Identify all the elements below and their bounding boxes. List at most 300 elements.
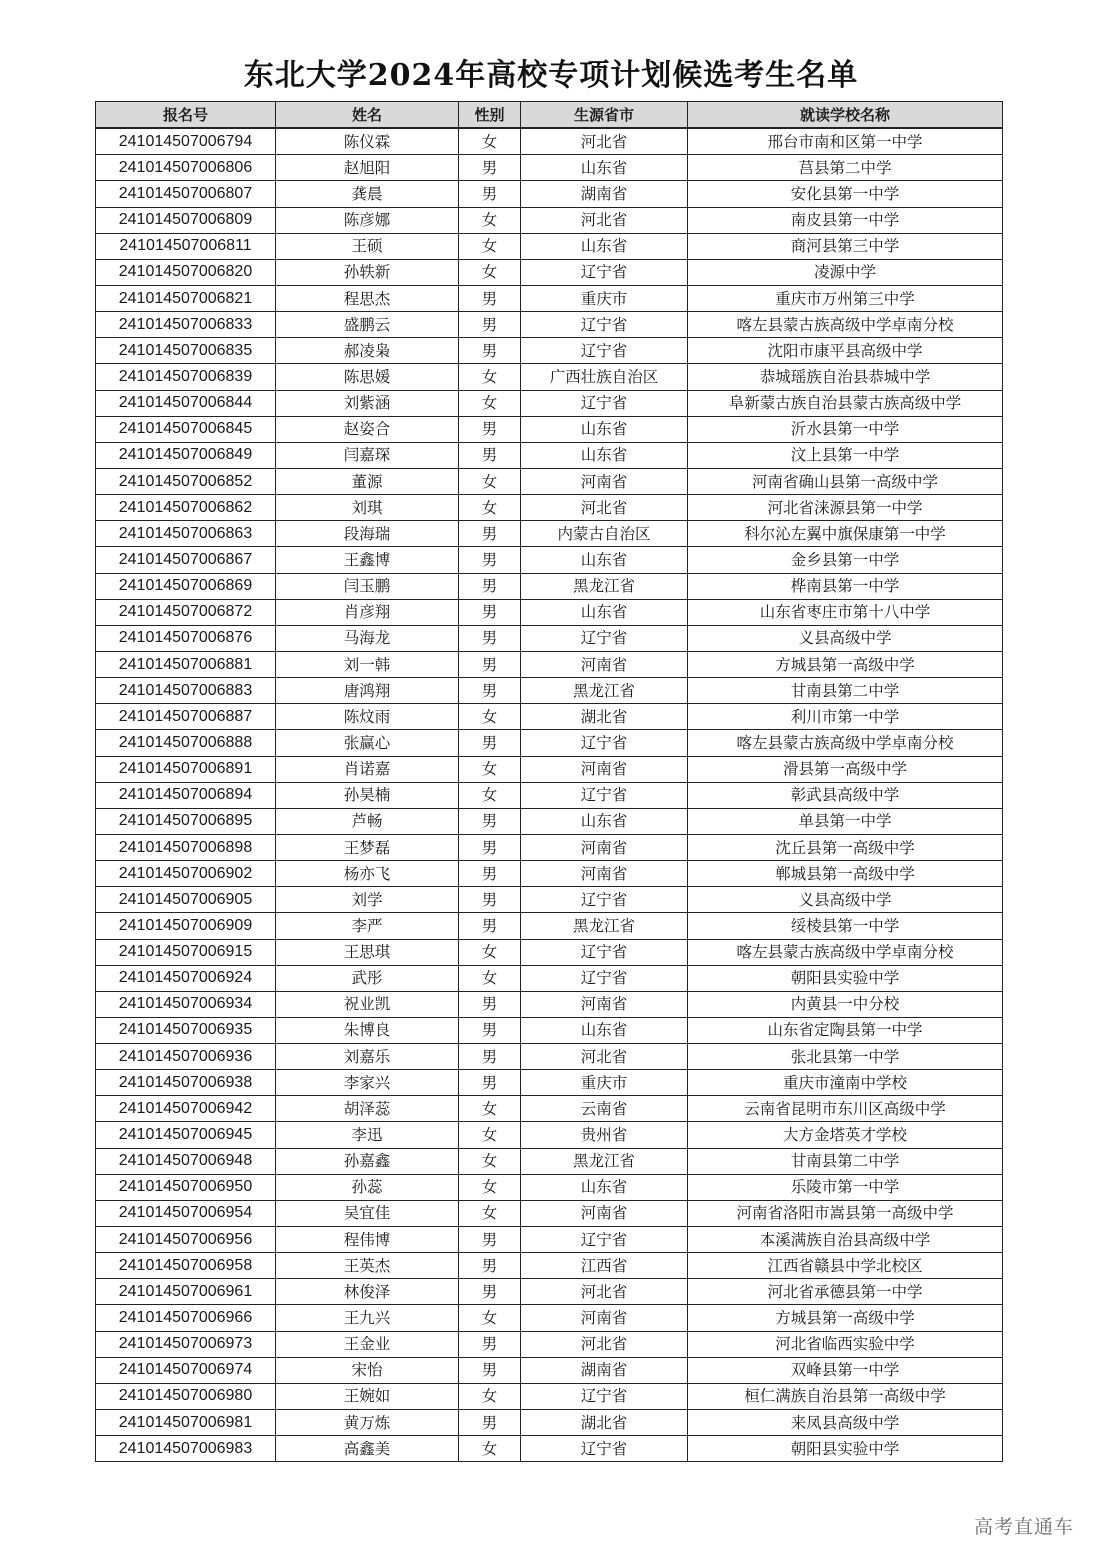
cell-school: 单县第一中学 bbox=[688, 808, 1003, 834]
cell-registration-no: 241014507006862 bbox=[96, 495, 276, 521]
cell-province: 重庆市 bbox=[521, 285, 688, 311]
cell-gender: 女 bbox=[459, 1148, 521, 1174]
cell-registration-no: 241014507006867 bbox=[96, 547, 276, 573]
cell-name: 刘紫涵 bbox=[276, 390, 459, 416]
cell-gender: 女 bbox=[459, 965, 521, 991]
table-row bbox=[96, 416, 1003, 442]
cell-province: 河南省 bbox=[521, 756, 688, 782]
cell-province: 山东省 bbox=[521, 808, 688, 834]
cell-name: 武彤 bbox=[276, 965, 459, 991]
cell-gender: 女 bbox=[459, 756, 521, 782]
table-row bbox=[96, 625, 1003, 651]
table-row bbox=[96, 1410, 1003, 1436]
cell-school: 汶上县第一中学 bbox=[688, 442, 1003, 468]
cell-registration-no: 241014507006966 bbox=[96, 1305, 276, 1331]
cell-school: 安化县第一中学 bbox=[688, 181, 1003, 207]
cell-name: 林俊泽 bbox=[276, 1279, 459, 1305]
cell-name: 陈彦娜 bbox=[276, 207, 459, 233]
cell-province: 河北省 bbox=[521, 128, 688, 155]
table-row bbox=[96, 364, 1003, 390]
table-row bbox=[96, 181, 1003, 207]
cell-gender: 男 bbox=[459, 338, 521, 364]
cell-name: 杨亦飞 bbox=[276, 861, 459, 887]
cell-school: 喀左县蒙古族高级中学卓南分校 bbox=[688, 312, 1003, 338]
table-row bbox=[96, 1357, 1003, 1383]
cell-gender: 女 bbox=[459, 939, 521, 965]
cell-province: 辽宁省 bbox=[521, 1436, 688, 1462]
cell-registration-no: 241014507006924 bbox=[96, 965, 276, 991]
table-row bbox=[96, 155, 1003, 181]
table-row bbox=[96, 991, 1003, 1017]
cell-province: 重庆市 bbox=[521, 1070, 688, 1096]
cell-gender: 男 bbox=[459, 181, 521, 207]
cell-name: 闫玉鹏 bbox=[276, 573, 459, 599]
cell-province: 贵州省 bbox=[521, 1122, 688, 1148]
table-row bbox=[96, 1148, 1003, 1174]
cell-school: 绥棱县第一中学 bbox=[688, 913, 1003, 939]
cell-school: 内黄县一中分校 bbox=[688, 991, 1003, 1017]
table-row bbox=[96, 1122, 1003, 1148]
cell-school: 桦南县第一中学 bbox=[688, 573, 1003, 599]
cell-registration-no: 241014507006898 bbox=[96, 834, 276, 860]
cell-school: 山东省枣庄市第十八中学 bbox=[688, 599, 1003, 625]
cell-province: 辽宁省 bbox=[521, 887, 688, 913]
cell-school: 方城县第一高级中学 bbox=[688, 1305, 1003, 1331]
cell-name: 赵姿合 bbox=[276, 416, 459, 442]
cell-registration-no: 241014507006863 bbox=[96, 521, 276, 547]
cell-registration-no: 241014507006891 bbox=[96, 756, 276, 782]
table-header bbox=[96, 102, 1003, 129]
cell-registration-no: 241014507006980 bbox=[96, 1383, 276, 1409]
cell-school: 恭城瑶族自治县恭城中学 bbox=[688, 364, 1003, 390]
cell-province: 河北省 bbox=[521, 1331, 688, 1357]
cell-province: 河北省 bbox=[521, 1279, 688, 1305]
cell-registration-no: 241014507006974 bbox=[96, 1357, 276, 1383]
cell-name: 马海龙 bbox=[276, 625, 459, 651]
cell-registration-no: 241014507006938 bbox=[96, 1070, 276, 1096]
cell-school: 来凤县高级中学 bbox=[688, 1410, 1003, 1436]
cell-gender: 男 bbox=[459, 599, 521, 625]
cell-province: 河南省 bbox=[521, 834, 688, 860]
cell-gender: 女 bbox=[459, 233, 521, 259]
table-row bbox=[96, 1305, 1003, 1331]
cell-gender: 男 bbox=[459, 1227, 521, 1253]
cell-gender: 女 bbox=[459, 782, 521, 808]
cell-school: 河北省涞源县第一中学 bbox=[688, 495, 1003, 521]
cell-province: 湖南省 bbox=[521, 1357, 688, 1383]
cell-name: 王婉如 bbox=[276, 1383, 459, 1409]
cell-name: 陈思媛 bbox=[276, 364, 459, 390]
table-row bbox=[96, 704, 1003, 730]
cell-province: 云南省 bbox=[521, 1096, 688, 1122]
cell-name: 王思琪 bbox=[276, 939, 459, 965]
cell-gender: 男 bbox=[459, 625, 521, 651]
cell-gender: 男 bbox=[459, 1357, 521, 1383]
cell-school: 喀左县蒙古族高级中学卓南分校 bbox=[688, 730, 1003, 756]
header-name: 姓名 bbox=[276, 102, 459, 129]
table-row bbox=[96, 573, 1003, 599]
cell-registration-no: 241014507006958 bbox=[96, 1253, 276, 1279]
cell-name: 李家兴 bbox=[276, 1070, 459, 1096]
cell-school: 沈阳市康平县高级中学 bbox=[688, 338, 1003, 364]
cell-registration-no: 241014507006956 bbox=[96, 1227, 276, 1253]
cell-province: 辽宁省 bbox=[521, 965, 688, 991]
cell-school: 重庆市潼南中学校 bbox=[688, 1070, 1003, 1096]
cell-province: 黑龙江省 bbox=[521, 678, 688, 704]
cell-registration-no: 241014507006945 bbox=[96, 1122, 276, 1148]
cell-gender: 男 bbox=[459, 1279, 521, 1305]
cell-name: 程思杰 bbox=[276, 285, 459, 311]
cell-registration-no: 241014507006845 bbox=[96, 416, 276, 442]
cell-registration-no: 241014507006881 bbox=[96, 651, 276, 677]
cell-province: 辽宁省 bbox=[521, 390, 688, 416]
cell-province: 辽宁省 bbox=[521, 1227, 688, 1253]
cell-name: 祝业凯 bbox=[276, 991, 459, 1017]
cell-province: 辽宁省 bbox=[521, 259, 688, 285]
cell-gender: 男 bbox=[459, 1331, 521, 1357]
cell-registration-no: 241014507006950 bbox=[96, 1174, 276, 1200]
cell-school: 邢台市南和区第一中学 bbox=[688, 128, 1003, 155]
cell-gender: 男 bbox=[459, 573, 521, 599]
cell-school: 云南省昆明市东川区高级中学 bbox=[688, 1096, 1003, 1122]
cell-gender: 男 bbox=[459, 1410, 521, 1436]
cell-name: 孙蕊 bbox=[276, 1174, 459, 1200]
cell-province: 辽宁省 bbox=[521, 1383, 688, 1409]
cell-registration-no: 241014507006811 bbox=[96, 233, 276, 259]
cell-province: 河北省 bbox=[521, 207, 688, 233]
table-row bbox=[96, 1070, 1003, 1096]
cell-gender: 女 bbox=[459, 468, 521, 494]
cell-registration-no: 241014507006942 bbox=[96, 1096, 276, 1122]
cell-school: 金乡县第一中学 bbox=[688, 547, 1003, 573]
cell-name: 吴宜佳 bbox=[276, 1200, 459, 1226]
cell-name: 赵旭阳 bbox=[276, 155, 459, 181]
table-row bbox=[96, 913, 1003, 939]
cell-province: 湖南省 bbox=[521, 181, 688, 207]
cell-gender: 男 bbox=[459, 1253, 521, 1279]
cell-province: 内蒙古自治区 bbox=[521, 521, 688, 547]
cell-school: 双峰县第一中学 bbox=[688, 1357, 1003, 1383]
cell-school: 彰武县高级中学 bbox=[688, 782, 1003, 808]
cell-province: 河南省 bbox=[521, 1200, 688, 1226]
cell-gender: 女 bbox=[459, 704, 521, 730]
cell-registration-no: 241014507006852 bbox=[96, 468, 276, 494]
cell-gender: 女 bbox=[459, 207, 521, 233]
table-row bbox=[96, 338, 1003, 364]
cell-province: 湖北省 bbox=[521, 704, 688, 730]
cell-province: 河南省 bbox=[521, 468, 688, 494]
table-row bbox=[96, 128, 1003, 155]
cell-name: 董源 bbox=[276, 468, 459, 494]
cell-gender: 男 bbox=[459, 1017, 521, 1043]
header-registration-no: 报名号 bbox=[96, 102, 276, 129]
cell-gender: 男 bbox=[459, 547, 521, 573]
cell-registration-no: 241014507006869 bbox=[96, 573, 276, 599]
cell-registration-no: 241014507006905 bbox=[96, 887, 276, 913]
cell-province: 河南省 bbox=[521, 991, 688, 1017]
cell-province: 广西壮族自治区 bbox=[521, 364, 688, 390]
cell-registration-no: 241014507006806 bbox=[96, 155, 276, 181]
cell-gender: 女 bbox=[459, 128, 521, 155]
table-row bbox=[96, 1044, 1003, 1070]
cell-name: 孙嘉鑫 bbox=[276, 1148, 459, 1174]
table-row bbox=[96, 468, 1003, 494]
cell-gender: 女 bbox=[459, 390, 521, 416]
cell-province: 辽宁省 bbox=[521, 782, 688, 808]
table-row bbox=[96, 285, 1003, 311]
cell-school: 商河县第三中学 bbox=[688, 233, 1003, 259]
cell-name: 王梦磊 bbox=[276, 834, 459, 860]
cell-gender: 男 bbox=[459, 913, 521, 939]
cell-gender: 男 bbox=[459, 991, 521, 1017]
table-row bbox=[96, 651, 1003, 677]
cell-gender: 男 bbox=[459, 730, 521, 756]
cell-school: 张北县第一中学 bbox=[688, 1044, 1003, 1070]
cell-school: 滑县第一高级中学 bbox=[688, 756, 1003, 782]
table-row bbox=[96, 861, 1003, 887]
cell-name: 龚晨 bbox=[276, 181, 459, 207]
cell-name: 张赢心 bbox=[276, 730, 459, 756]
cell-name: 宋怡 bbox=[276, 1357, 459, 1383]
cell-registration-no: 241014507006894 bbox=[96, 782, 276, 808]
cell-name: 王硕 bbox=[276, 233, 459, 259]
cell-registration-no: 241014507006895 bbox=[96, 808, 276, 834]
cell-registration-no: 241014507006883 bbox=[96, 678, 276, 704]
watermark: 高考直通车 bbox=[973, 1516, 1074, 1538]
table-row bbox=[96, 1383, 1003, 1409]
cell-gender: 男 bbox=[459, 887, 521, 913]
cell-school: 沈丘县第一高级中学 bbox=[688, 834, 1003, 860]
table-row bbox=[96, 1174, 1003, 1200]
cell-registration-no: 241014507006983 bbox=[96, 1436, 276, 1462]
cell-school: 桓仁满族自治县第一高级中学 bbox=[688, 1383, 1003, 1409]
cell-gender: 女 bbox=[459, 495, 521, 521]
cell-school: 义县高级中学 bbox=[688, 625, 1003, 651]
cell-registration-no: 241014507006888 bbox=[96, 730, 276, 756]
table-row bbox=[96, 1331, 1003, 1357]
page-title: 东北大学2024年高校专项计划候选考生名单 bbox=[243, 58, 859, 93]
table-row bbox=[96, 782, 1003, 808]
table-row bbox=[96, 1017, 1003, 1043]
cell-name: 李迅 bbox=[276, 1122, 459, 1148]
cell-name: 黄万炼 bbox=[276, 1410, 459, 1436]
cell-gender: 男 bbox=[459, 834, 521, 860]
cell-name: 孙昊楠 bbox=[276, 782, 459, 808]
table-row bbox=[96, 808, 1003, 834]
table-row bbox=[96, 678, 1003, 704]
cell-school: 河北省承德县第一中学 bbox=[688, 1279, 1003, 1305]
cell-registration-no: 241014507006876 bbox=[96, 625, 276, 651]
table-row bbox=[96, 1200, 1003, 1226]
table-row bbox=[96, 442, 1003, 468]
cell-school: 甘南县第二中学 bbox=[688, 1148, 1003, 1174]
cell-school: 利川市第一中学 bbox=[688, 704, 1003, 730]
cell-registration-no: 241014507006839 bbox=[96, 364, 276, 390]
cell-registration-no: 241014507006872 bbox=[96, 599, 276, 625]
cell-gender: 男 bbox=[459, 442, 521, 468]
cell-province: 山东省 bbox=[521, 442, 688, 468]
cell-registration-no: 241014507006887 bbox=[96, 704, 276, 730]
cell-registration-no: 241014507006954 bbox=[96, 1200, 276, 1226]
cell-school: 凌源中学 bbox=[688, 259, 1003, 285]
cell-name: 刘一韩 bbox=[276, 651, 459, 677]
cell-province: 山东省 bbox=[521, 1017, 688, 1043]
cell-name: 刘嘉乐 bbox=[276, 1044, 459, 1070]
table-row bbox=[96, 1096, 1003, 1122]
cell-school: 重庆市万州第三中学 bbox=[688, 285, 1003, 311]
cell-school: 河南省确山县第一高级中学 bbox=[688, 468, 1003, 494]
cell-name: 王九兴 bbox=[276, 1305, 459, 1331]
cell-gender: 女 bbox=[459, 1122, 521, 1148]
cell-school: 义县高级中学 bbox=[688, 887, 1003, 913]
cell-province: 山东省 bbox=[521, 599, 688, 625]
cell-gender: 女 bbox=[459, 1383, 521, 1409]
cell-school: 大方金塔英才学校 bbox=[688, 1122, 1003, 1148]
table-row bbox=[96, 390, 1003, 416]
cell-school: 莒县第二中学 bbox=[688, 155, 1003, 181]
cell-name: 闫嘉琛 bbox=[276, 442, 459, 468]
table-row bbox=[96, 965, 1003, 991]
table-row bbox=[96, 495, 1003, 521]
cell-registration-no: 241014507006961 bbox=[96, 1279, 276, 1305]
cell-name: 孙轶新 bbox=[276, 259, 459, 285]
cell-registration-no: 241014507006909 bbox=[96, 913, 276, 939]
cell-name: 唐鸿翔 bbox=[276, 678, 459, 704]
table-row bbox=[96, 730, 1003, 756]
cell-province: 辽宁省 bbox=[521, 939, 688, 965]
cell-gender: 女 bbox=[459, 1436, 521, 1462]
cell-gender: 女 bbox=[459, 1174, 521, 1200]
cell-school: 朝阳县实验中学 bbox=[688, 1436, 1003, 1462]
candidate-table bbox=[95, 101, 1003, 1462]
cell-registration-no: 241014507006794 bbox=[96, 128, 276, 155]
cell-name: 盛鹏云 bbox=[276, 312, 459, 338]
cell-school: 江西省赣县中学北校区 bbox=[688, 1253, 1003, 1279]
cell-gender: 男 bbox=[459, 416, 521, 442]
header-gender: 性别 bbox=[459, 102, 521, 129]
cell-province: 黑龙江省 bbox=[521, 913, 688, 939]
cell-gender: 女 bbox=[459, 1096, 521, 1122]
cell-registration-no: 241014507006936 bbox=[96, 1044, 276, 1070]
cell-school: 乐陵市第一中学 bbox=[688, 1174, 1003, 1200]
cell-school: 河南省洛阳市嵩县第一高级中学 bbox=[688, 1200, 1003, 1226]
cell-school: 方城县第一高级中学 bbox=[688, 651, 1003, 677]
cell-gender: 男 bbox=[459, 312, 521, 338]
table-row bbox=[96, 939, 1003, 965]
table-row bbox=[96, 233, 1003, 259]
cell-province: 黑龙江省 bbox=[521, 1148, 688, 1174]
cell-province: 辽宁省 bbox=[521, 338, 688, 364]
cell-registration-no: 241014507006902 bbox=[96, 861, 276, 887]
cell-province: 山东省 bbox=[521, 233, 688, 259]
cell-name: 肖诺嘉 bbox=[276, 756, 459, 782]
cell-registration-no: 241014507006820 bbox=[96, 259, 276, 285]
cell-school: 郸城县第一高级中学 bbox=[688, 861, 1003, 887]
cell-province: 黑龙江省 bbox=[521, 573, 688, 599]
cell-registration-no: 241014507006833 bbox=[96, 312, 276, 338]
cell-name: 肖彦翔 bbox=[276, 599, 459, 625]
cell-province: 河北省 bbox=[521, 1044, 688, 1070]
cell-name: 刘琪 bbox=[276, 495, 459, 521]
cell-registration-no: 241014507006915 bbox=[96, 939, 276, 965]
cell-gender: 女 bbox=[459, 364, 521, 390]
cell-province: 辽宁省 bbox=[521, 730, 688, 756]
cell-school: 山东省定陶县第一中学 bbox=[688, 1017, 1003, 1043]
cell-province: 河南省 bbox=[521, 1305, 688, 1331]
table-row bbox=[96, 887, 1003, 913]
cell-province: 山东省 bbox=[521, 547, 688, 573]
table-row bbox=[96, 259, 1003, 285]
cell-gender: 女 bbox=[459, 259, 521, 285]
cell-registration-no: 241014507006821 bbox=[96, 285, 276, 311]
cell-gender: 男 bbox=[459, 678, 521, 704]
table-row bbox=[96, 547, 1003, 573]
cell-province: 河南省 bbox=[521, 861, 688, 887]
cell-registration-no: 241014507006934 bbox=[96, 991, 276, 1017]
cell-school: 沂水县第一中学 bbox=[688, 416, 1003, 442]
cell-gender: 男 bbox=[459, 155, 521, 181]
cell-registration-no: 241014507006835 bbox=[96, 338, 276, 364]
header-row bbox=[96, 102, 1003, 129]
cell-province: 山东省 bbox=[521, 1174, 688, 1200]
table-row bbox=[96, 1279, 1003, 1305]
header-school: 就读学校名称 bbox=[688, 102, 1003, 129]
cell-province: 辽宁省 bbox=[521, 625, 688, 651]
cell-school: 朝阳县实验中学 bbox=[688, 965, 1003, 991]
cell-gender: 男 bbox=[459, 1070, 521, 1096]
cell-registration-no: 241014507006849 bbox=[96, 442, 276, 468]
table-row bbox=[96, 599, 1003, 625]
table-row bbox=[96, 1227, 1003, 1253]
cell-name: 程伟博 bbox=[276, 1227, 459, 1253]
cell-name: 李严 bbox=[276, 913, 459, 939]
cell-school: 南皮县第一中学 bbox=[688, 207, 1003, 233]
cell-province: 河北省 bbox=[521, 495, 688, 521]
cell-registration-no: 241014507006948 bbox=[96, 1148, 276, 1174]
cell-province: 江西省 bbox=[521, 1253, 688, 1279]
cell-name: 段海瑞 bbox=[276, 521, 459, 547]
cell-gender: 男 bbox=[459, 808, 521, 834]
cell-gender: 女 bbox=[459, 1200, 521, 1226]
table-row bbox=[96, 756, 1003, 782]
cell-school: 科尔沁左翼中旗保康第一中学 bbox=[688, 521, 1003, 547]
cell-gender: 男 bbox=[459, 521, 521, 547]
cell-gender: 男 bbox=[459, 861, 521, 887]
cell-school: 河北省临西实验中学 bbox=[688, 1331, 1003, 1357]
cell-registration-no: 241014507006981 bbox=[96, 1410, 276, 1436]
cell-name: 刘学 bbox=[276, 887, 459, 913]
table-row bbox=[96, 207, 1003, 233]
cell-gender: 男 bbox=[459, 651, 521, 677]
cell-gender: 男 bbox=[459, 285, 521, 311]
cell-gender: 男 bbox=[459, 1044, 521, 1070]
cell-school: 喀左县蒙古族高级中学卓南分校 bbox=[688, 939, 1003, 965]
cell-school: 本溪满族自治县高级中学 bbox=[688, 1227, 1003, 1253]
cell-school: 甘南县第二中学 bbox=[688, 678, 1003, 704]
cell-name: 王金业 bbox=[276, 1331, 459, 1357]
cell-registration-no: 241014507006807 bbox=[96, 181, 276, 207]
cell-registration-no: 241014507006809 bbox=[96, 207, 276, 233]
table-row bbox=[96, 1253, 1003, 1279]
cell-gender: 女 bbox=[459, 1305, 521, 1331]
table-row bbox=[96, 834, 1003, 860]
cell-province: 山东省 bbox=[521, 155, 688, 181]
cell-registration-no: 241014507006844 bbox=[96, 390, 276, 416]
table-row bbox=[96, 1436, 1003, 1462]
cell-registration-no: 241014507006973 bbox=[96, 1331, 276, 1357]
cell-name: 王英杰 bbox=[276, 1253, 459, 1279]
header-province: 生源省市 bbox=[521, 102, 688, 129]
